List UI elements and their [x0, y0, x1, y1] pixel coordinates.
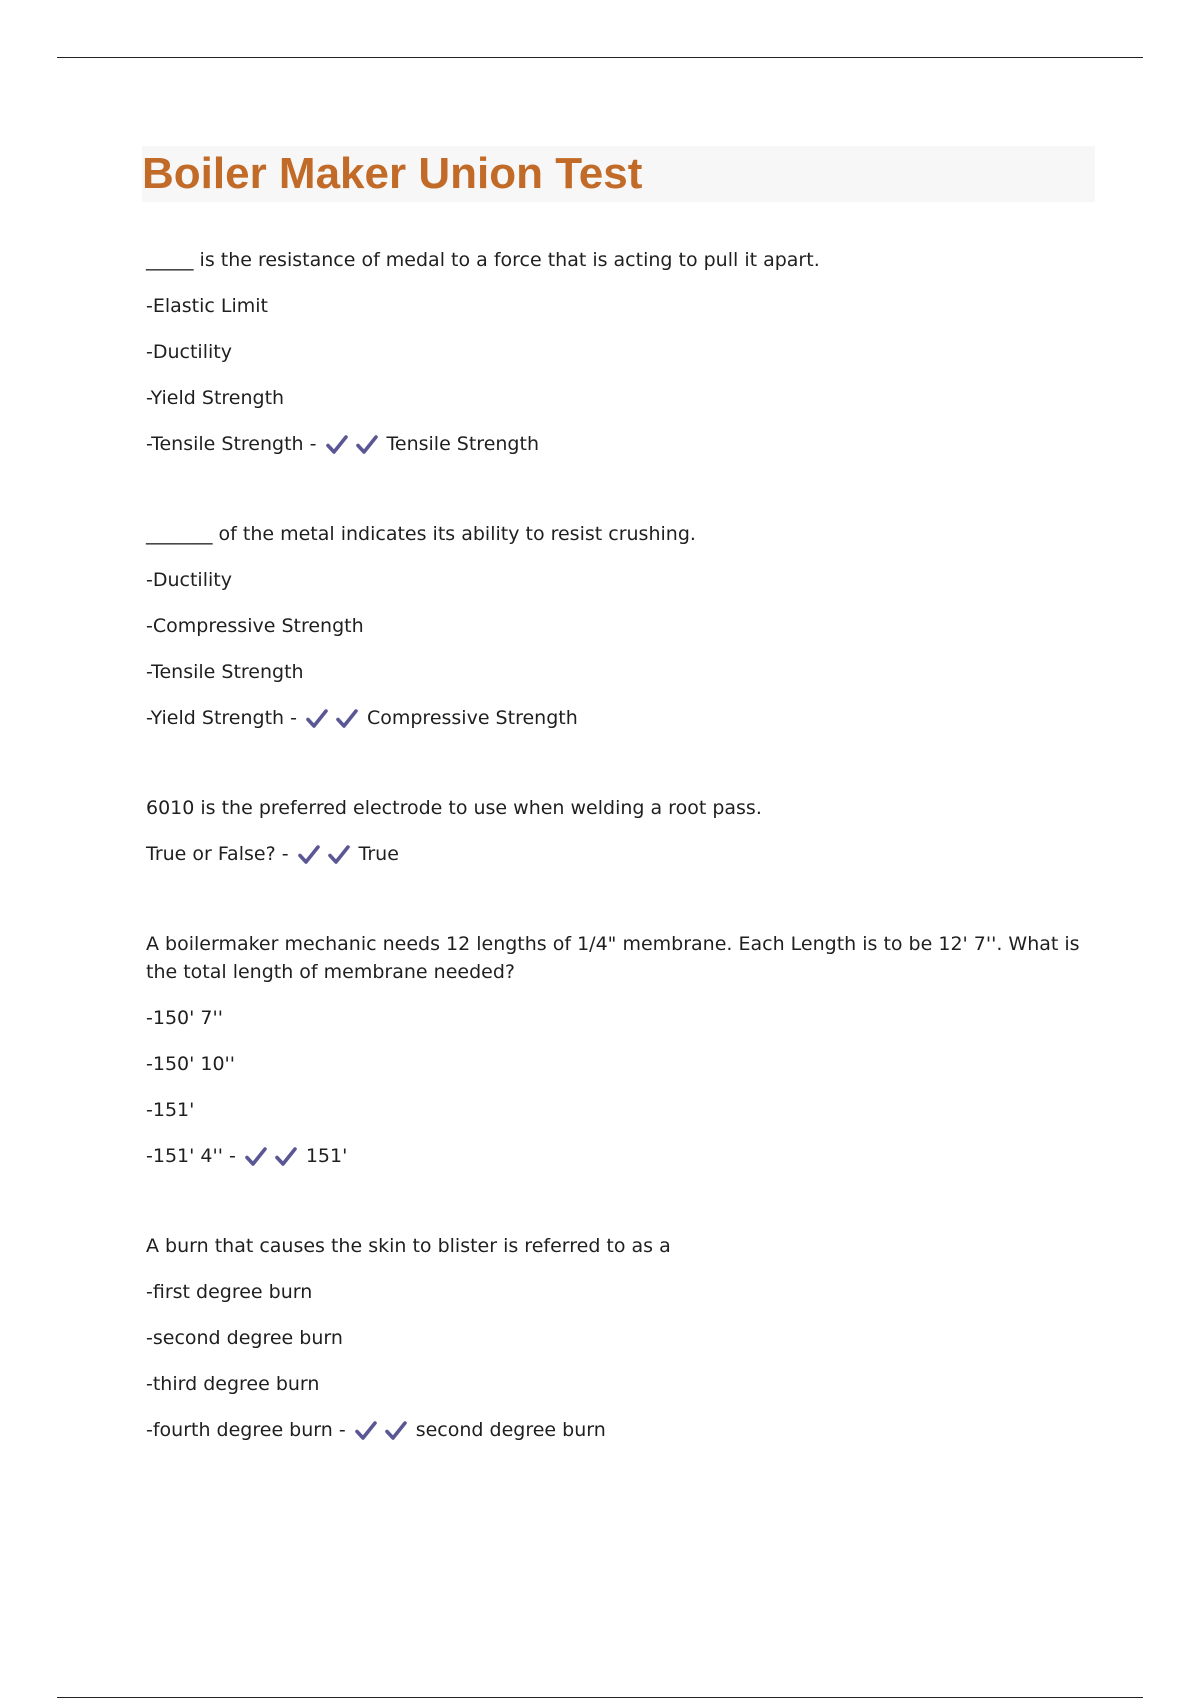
answer-option: -Ductility: [146, 341, 232, 363]
question-list: [146, 246, 1096, 1444]
question-prompt: A boilermaker mechanic needs 12 lengths of 1/4" membrane. Each Length is to be 12' 7''. What is the total length of membrane needed?: [146, 933, 1080, 983]
question-block: [146, 246, 1096, 458]
check-icon: [384, 1419, 408, 1443]
answer-option: -150' 10'': [146, 1053, 236, 1075]
question-prompt: A burn that causes the skin to blister is referred to as a: [146, 1235, 671, 1257]
answer-option: -second degree burn: [146, 1327, 343, 1349]
answer-key-line: [146, 1417, 1096, 1444]
answer-option: -Yield Strength: [146, 387, 285, 409]
check-icon: [325, 433, 349, 457]
correct-answer: 151': [305, 1145, 348, 1167]
answer-option: -third degree burn: [146, 1373, 320, 1395]
answer-option: -Tensile Strength -: [146, 433, 317, 455]
answer-option: -Elastic Limit: [146, 295, 268, 317]
answer-option: -151' 4'' -: [146, 1145, 236, 1167]
check-icon: [354, 1419, 378, 1443]
correct-answer: True: [358, 843, 399, 865]
question-prompt: _______ of the metal indicates its ability to resist crushing.: [146, 523, 696, 545]
correct-answer: Tensile Strength: [386, 433, 539, 455]
page-top-rule: [57, 57, 1143, 58]
question-prompt: _____ is the resistance of medal to a force that is acting to pull it apart.: [146, 249, 820, 271]
check-icon: [327, 843, 351, 867]
page-bottom-rule: [57, 1697, 1143, 1698]
answer-key-line: [146, 1143, 1096, 1170]
check-icon: [297, 843, 321, 867]
question-block: [146, 794, 1096, 868]
title-band: [142, 146, 1095, 202]
document-title: Boiler Maker Union Test: [142, 149, 643, 198]
answer-option: -Tensile Strength: [146, 661, 304, 683]
question-block: [146, 1232, 1096, 1444]
document-content: [142, 146, 1096, 1444]
answer-option: -first degree burn: [146, 1281, 313, 1303]
answer-key-line: [146, 705, 1096, 732]
answer-key-line: [146, 431, 1096, 458]
check-icon: [274, 1145, 298, 1169]
answer-option: -Ductility: [146, 569, 232, 591]
question-block: [146, 520, 1096, 732]
correct-answer: Compressive Strength: [366, 707, 578, 729]
question-block: [146, 930, 1096, 1170]
check-icon: [244, 1145, 268, 1169]
answer-option: -fourth degree burn -: [146, 1419, 346, 1441]
check-icon: [335, 707, 359, 731]
answer-option: -Yield Strength -: [146, 707, 297, 729]
answer-key-line: [146, 841, 1096, 868]
answer-option: -151': [146, 1099, 195, 1121]
correct-answer: second degree burn: [415, 1419, 606, 1441]
answer-option: -150' 7'': [146, 1007, 223, 1029]
answer-option: -Compressive Strength: [146, 615, 364, 637]
check-icon: [305, 707, 329, 731]
answer-option: True or False? -: [146, 843, 289, 865]
check-icon: [355, 433, 379, 457]
question-prompt: 6010 is the preferred electrode to use when welding a root pass.: [146, 797, 762, 819]
